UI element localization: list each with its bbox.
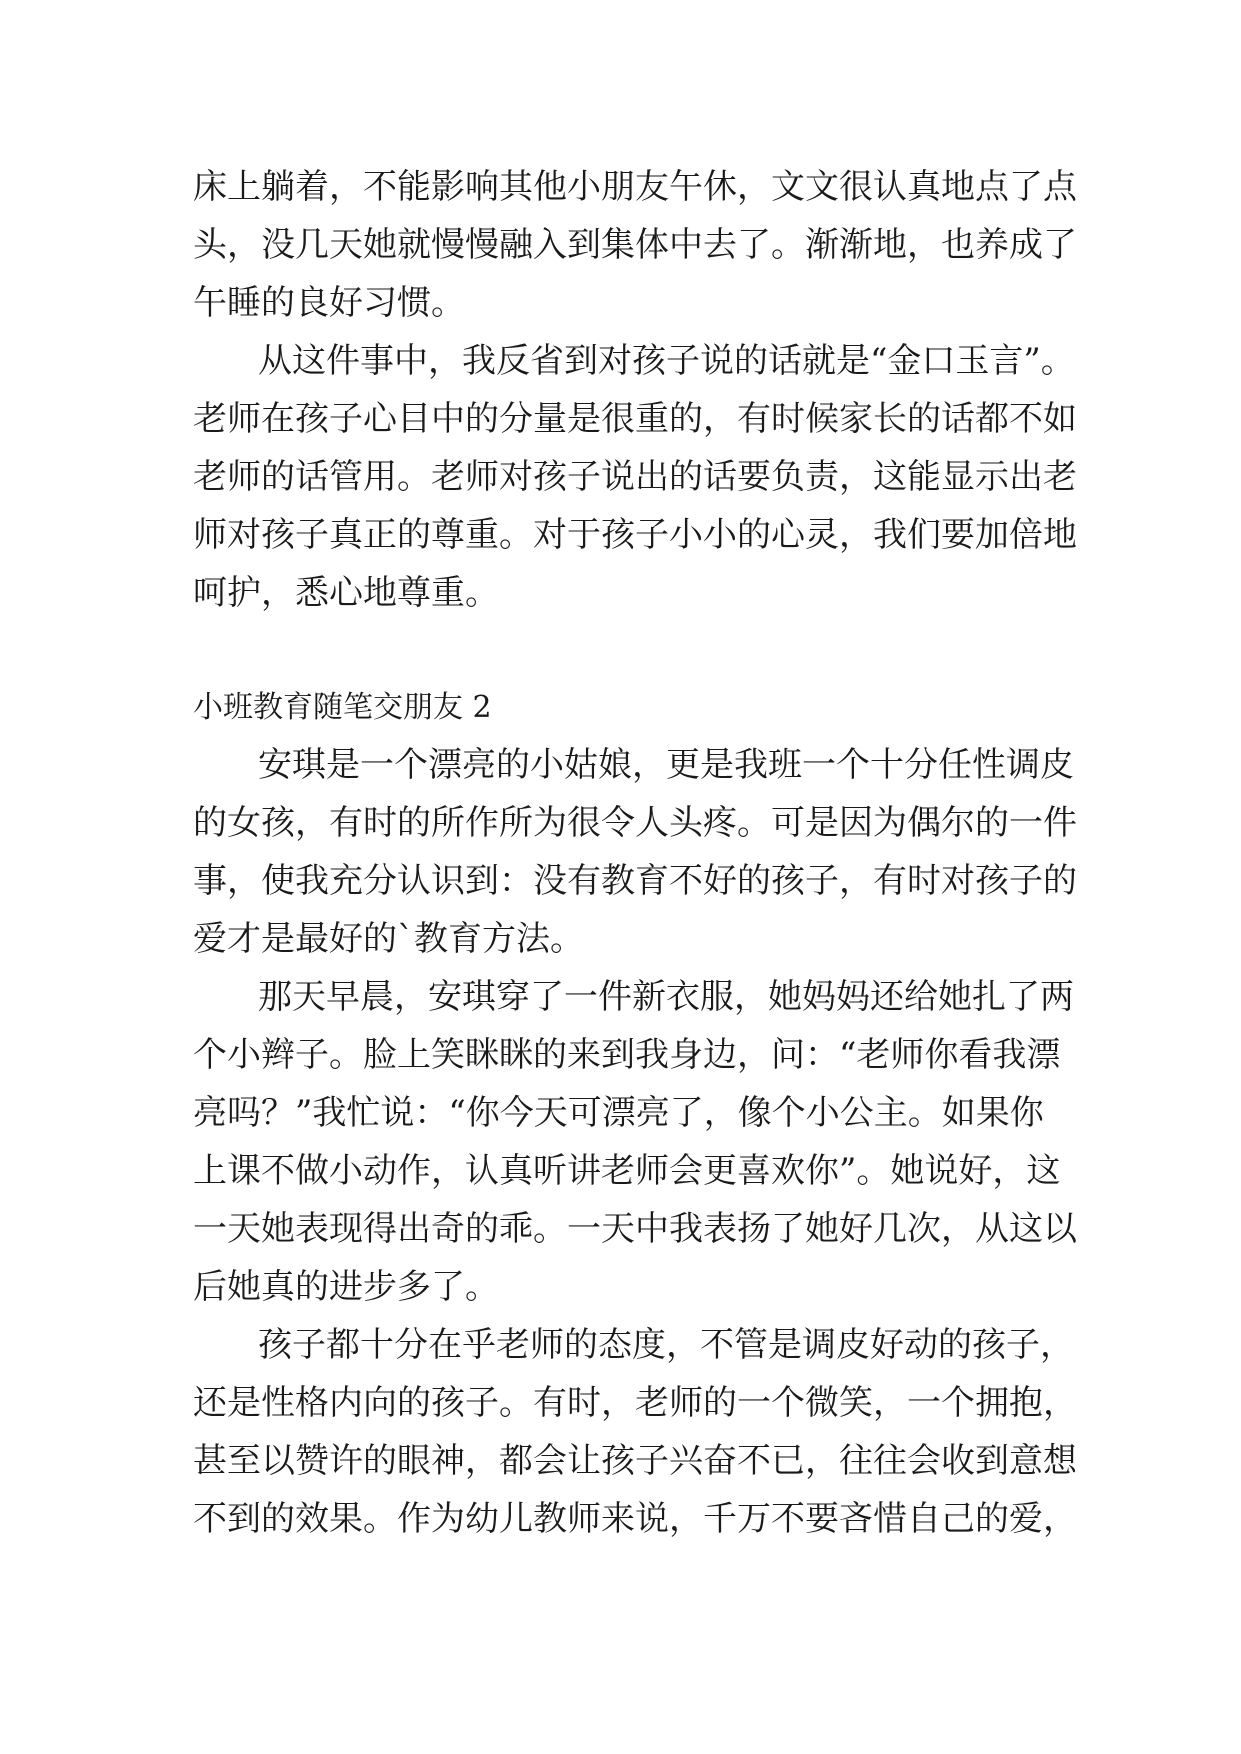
text-line: 个小辫子。脸上笑眯眯的来到我身边，问：“老师你看我漂 <box>193 1035 1061 1075</box>
paragraph-first-line: 安琪是一个漂亮的小姑娘，更是我班一个十分任性调皮 <box>258 745 1074 785</box>
text-line: 后她真的进步多了。 <box>193 1267 499 1307</box>
text-line: 一天她表现得出奇的乖。一天中我表扬了她好几次，从这以 <box>193 1209 1077 1249</box>
text-line: 老师在孩子心目中的分量是很重的，有时候家长的话都不如 <box>193 399 1077 439</box>
text-line: 师对孩子真正的尊重。对于孩子小小的心灵，我们要加倍地 <box>193 515 1077 555</box>
text-line: 头，没几天她就慢慢融入到集体中去了。渐渐地，也养成了 <box>193 225 1077 265</box>
text-line: 亮吗？”我忙说：“你今天可漂亮了，像个小公主。如果你 <box>193 1093 1044 1133</box>
section-title: 小班教育随笔交朋友 2 <box>193 690 492 725</box>
text-line: 爱才是最好的`教育方法。 <box>193 919 584 959</box>
paragraph-first-line: 从这件事中，我反省到对孩子说的话就是“金口玉言”。 <box>258 341 1075 381</box>
text-line: 事，使我充分认识到：没有教育不好的孩子，有时对孩子的 <box>193 861 1077 901</box>
text-line: 上课不做小动作，认真听讲老师会更喜欢你”。她说好，这 <box>193 1151 1061 1191</box>
text-line: 还是性格内向的孩子。有时，老师的一个微笑，一个拥抱， <box>193 1383 1077 1423</box>
text-line: 呵护，悉心地尊重。 <box>193 573 499 613</box>
paragraph-first-line: 那天早晨，安琪穿了一件新衣服，她妈妈还给她扎了两 <box>258 977 1074 1017</box>
text-line: 不到的效果。作为幼儿教师来说，千万不要吝惜自己的爱， <box>193 1499 1077 1539</box>
text-line: 老师的话管用。老师对孩子说出的话要负责，这能显示出老 <box>193 457 1077 497</box>
text-line: 午睡的良好习惯。 <box>193 283 465 323</box>
text-line: 的女孩，有时的所作所为很令人头疼。可是因为偶尔的一件 <box>193 803 1077 843</box>
text-line: 床上躺着，不能影响其他小朋友午休，文文很认真地点了点 <box>193 167 1077 207</box>
paragraph-first-line: 孩子都十分在乎老师的态度，不管是调皮好动的孩子， <box>258 1325 1074 1365</box>
text-line: 甚至以赞许的眼神，都会让孩子兴奋不已，往往会收到意想 <box>193 1441 1077 1481</box>
